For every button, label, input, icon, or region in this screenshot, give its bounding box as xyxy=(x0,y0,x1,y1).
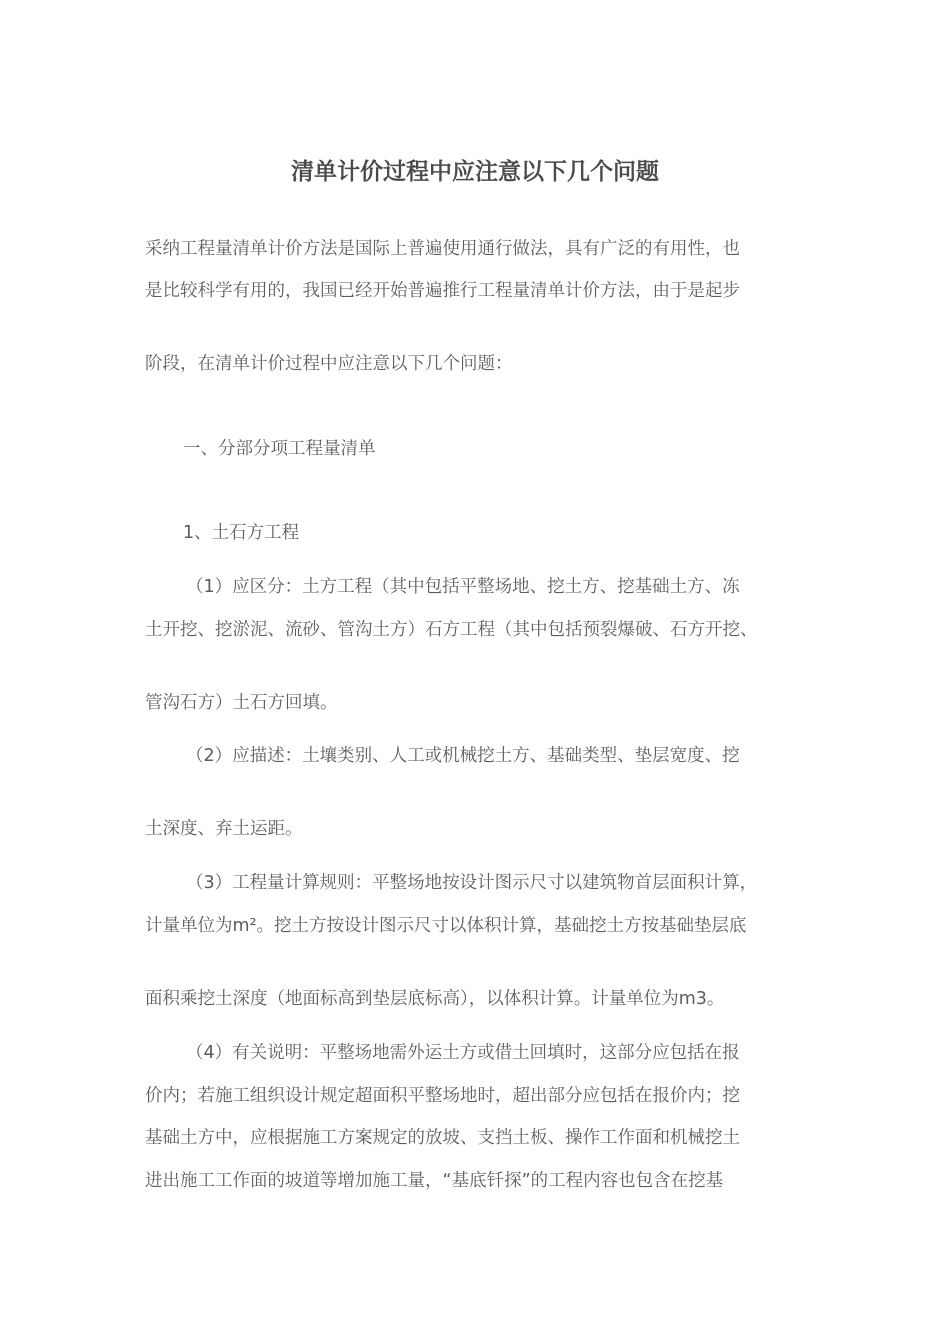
item-3-line-1: （3）工程量计算规则：平整场地按设计图示尺寸以建筑物首层面积计算， xyxy=(186,873,758,893)
item-4-line-3: 基础土方中，应根据施工方案规定的放坡、支挡土板、操作工作面和机械挖土 xyxy=(145,1128,740,1148)
item-4-line-2: 价内；若施工组织设计规定超面积平整场地时，超出部分应包括在报价内；挖 xyxy=(145,1086,740,1106)
item-1-line-2: 土开挖、挖淤泥、流砂、管沟土方）石方工程（其中包括预裂爆破、石方开挖、 xyxy=(145,620,758,640)
item-3-line-2: 计量单位为m²。挖土方按设计图示尺寸以体积计算，基础挖土方按基础垫层底 xyxy=(145,916,747,936)
item-3-line-3: 面积乘挖土深度（地面标高到垫层底标高），以体积计算。计量单位为m3。 xyxy=(145,989,725,1009)
section-heading: 一、分部分项工程量清单 xyxy=(183,439,376,459)
item-1-line-3: 管沟石方）土石方回填。 xyxy=(145,693,338,713)
item-2-line-1: （2）应描述：土壤类别、人工或机械挖土方、基础类型、垫层宽度、挖 xyxy=(186,746,740,766)
intro-line-3: 阶段，在清单计价过程中应注意以下几个问题： xyxy=(145,354,513,374)
subsection-heading: 1、土石方工程 xyxy=(183,523,300,543)
item-4-line-1: （4）有关说明：平整场地需外运土方或借土回填时，这部分应包括在报 xyxy=(186,1043,740,1063)
item-1-line-1: （1）应区分：土方工程（其中包括平整场地、挖土方、挖基础土方、冻 xyxy=(186,577,740,597)
intro-line-2: 是比较科学有用的，我国已经开始普遍推行工程量清单计价方法，由于是起步 xyxy=(145,281,740,301)
item-2-line-2: 土深度、弃土运距。 xyxy=(145,819,303,839)
page-title: 清单计价过程中应注意以下几个问题 xyxy=(291,159,659,185)
item-4-line-4: 进出施工工作面的坡道等增加施工量，“基底钎探”的工程内容也包含在挖基 xyxy=(145,1171,724,1191)
intro-line-1: 采纳工程量清单计价方法是国际上普遍使用通行做法，具有广泛的有用性，也 xyxy=(145,239,740,259)
